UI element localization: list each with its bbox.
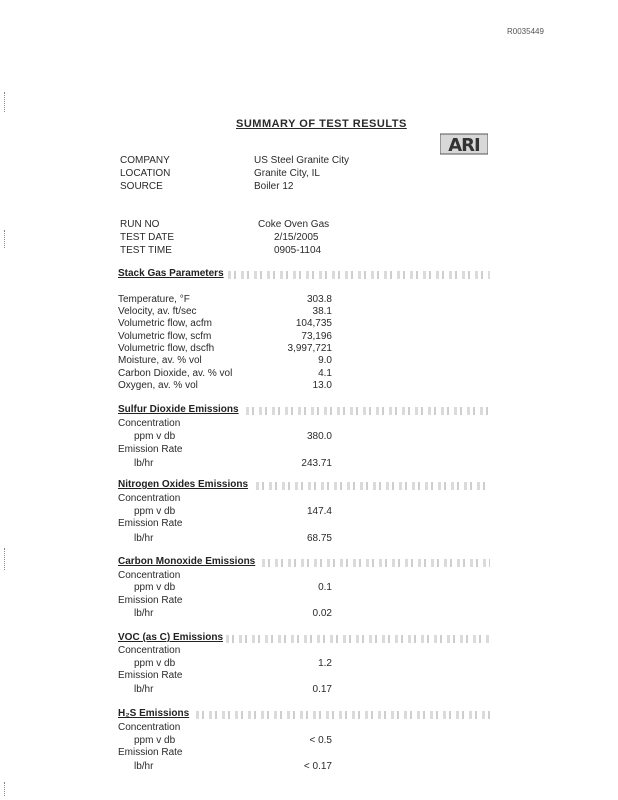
punch-hole-mark <box>4 92 7 112</box>
rate-label-row <box>118 670 182 682</box>
document-id: R0035449 <box>507 27 544 36</box>
param-label: Velocity, av. ft/sec <box>118 306 197 317</box>
run-value: Coke Oven Gas <box>258 219 330 230</box>
conc-label-row <box>118 493 180 505</box>
conc-value: < 0.5 <box>309 735 332 746</box>
run-label: TEST DATE <box>120 232 175 243</box>
conc-label-row <box>118 418 180 430</box>
rate-unit: lb/hr <box>134 608 154 619</box>
company-logo <box>440 132 488 156</box>
rate-label-row <box>118 595 182 607</box>
rate-value: 243.71 <box>301 458 332 469</box>
conc-label: Concentration <box>118 493 181 504</box>
param-label: Volumetric flow, dscfh <box>118 343 215 354</box>
rate-label: Emission Rate <box>118 670 183 681</box>
scan-smudge <box>196 711 490 719</box>
param-label: Carbon Dioxide, av. % vol <box>118 368 233 379</box>
rate-unit: lb/hr <box>134 761 154 772</box>
rate-label: Emission Rate <box>118 747 183 758</box>
conc-value: 147.4 <box>306 506 332 517</box>
rate-value: 0.02 <box>312 608 332 619</box>
conc-unit: ppm v db <box>134 658 176 669</box>
section-heading: Stack Gas Parameters <box>118 268 224 279</box>
section-heading: H₂S Emissions <box>118 708 190 719</box>
param-value: 104,735 <box>295 318 332 329</box>
header-label: COMPANY <box>120 155 170 166</box>
conc-label: Concentration <box>118 645 181 656</box>
header-value: Boiler 12 <box>254 181 294 192</box>
conc-unit: ppm v db <box>134 431 176 442</box>
param-value: 303.8 <box>306 294 332 305</box>
rate-unit: lb/hr <box>134 458 154 469</box>
param-value: 38.1 <box>312 306 332 317</box>
conc-label-row <box>118 570 180 582</box>
param-label: Temperature, °F <box>118 294 190 305</box>
conc-value: 380.0 <box>306 431 332 442</box>
co-section-header <box>0 556 618 570</box>
run-label: TEST TIME <box>120 245 172 256</box>
header-value: US Steel Granite City <box>254 155 350 166</box>
conc-label: Concentration <box>118 418 181 429</box>
param-value: 13.0 <box>312 380 332 391</box>
scan-smudge <box>262 559 490 567</box>
punch-hole-mark <box>4 230 7 248</box>
scan-smudge <box>246 407 490 415</box>
ari-logo-icon <box>440 132 488 156</box>
voc-section-header <box>0 632 618 646</box>
conc-label-row <box>118 722 180 734</box>
section-heading: VOC (as C) Emissions <box>118 632 224 643</box>
logo-text: ARI <box>448 135 480 156</box>
rate-value: 68.75 <box>306 533 332 544</box>
rate-label: Emission Rate <box>118 444 183 455</box>
param-value: 73,196 <box>301 331 332 342</box>
rate-label-row <box>118 518 182 530</box>
param-label: Volumetric flow, acfm <box>118 318 212 329</box>
rate-label-row <box>118 444 182 456</box>
conc-value: 0.1 <box>318 582 332 593</box>
param-value: 9.0 <box>318 355 332 366</box>
rate-value: 0.17 <box>312 684 332 695</box>
conc-unit: ppm v db <box>134 735 176 746</box>
scan-smudge <box>256 482 490 490</box>
h2s-section-header <box>0 708 618 722</box>
scan-smudge <box>226 635 490 643</box>
param-value: 3,997,721 <box>287 343 332 354</box>
conc-unit: ppm v db <box>134 506 176 517</box>
rate-value: < 0.17 <box>303 761 332 772</box>
param-value: 4.1 <box>318 368 332 379</box>
header-label: SOURCE <box>120 181 163 192</box>
run-value: 2/15/2005 <box>274 232 319 243</box>
conc-label-row <box>118 645 180 657</box>
section-heading: Nitrogen Oxides Emissions <box>118 479 249 490</box>
conc-unit: ppm v db <box>134 582 176 593</box>
scan-smudge <box>228 271 490 279</box>
rate-label: Emission Rate <box>118 595 183 606</box>
section-heading: Carbon Monoxide Emissions <box>118 556 256 567</box>
param-label: Oxygen, av. % vol <box>118 380 198 391</box>
so2-section-header <box>0 404 618 418</box>
section-heading: Sulfur Dioxide Emissions <box>118 404 239 415</box>
stack-gas-section-header <box>0 268 618 282</box>
rate-unit: lb/hr <box>134 533 154 544</box>
run-label: RUN NO <box>120 219 160 230</box>
conc-label: Concentration <box>118 570 181 581</box>
rate-label-row <box>118 747 182 759</box>
run-value: 0905-1104 <box>274 245 322 256</box>
conc-label: Concentration <box>118 722 181 733</box>
header-label: LOCATION <box>120 168 171 179</box>
nox-section-header <box>0 479 618 493</box>
param-label: Moisture, av. % vol <box>118 355 202 366</box>
header-value: Granite City, IL <box>254 168 320 179</box>
rate-unit: lb/hr <box>134 684 154 695</box>
conc-value: 1.2 <box>318 658 332 669</box>
punch-hole-mark <box>4 782 7 796</box>
param-label: Volumetric flow, scfm <box>118 331 212 342</box>
page-title: SUMMARY OF TEST RESULTS <box>236 118 407 130</box>
rate-label: Emission Rate <box>118 518 183 529</box>
